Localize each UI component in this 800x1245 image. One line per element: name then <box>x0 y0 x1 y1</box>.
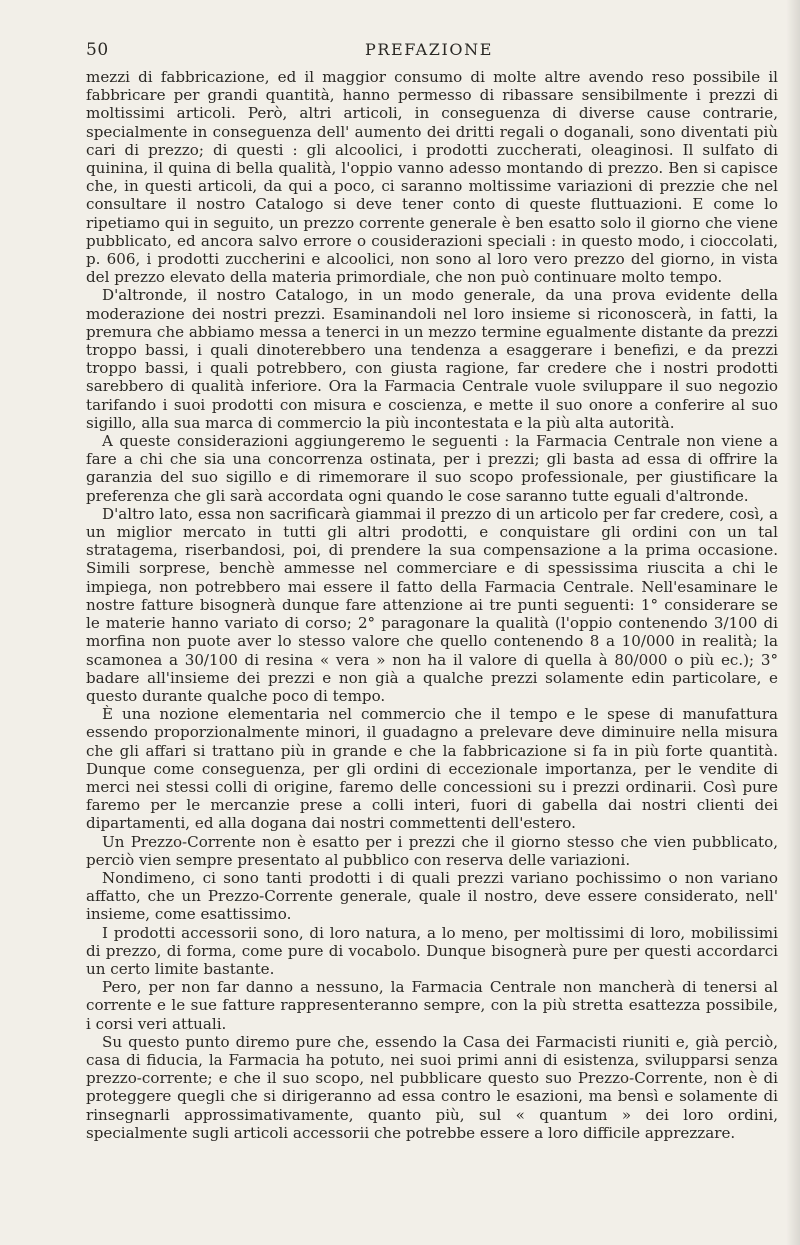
paragraph-6: Un Prezzo-Corrente non è esatto per i prezzi che il giorno stesso che vien pubblicato, perciò vien sempre presentato al pubblico con reserva delle variazioni. <box>86 832 778 869</box>
paragraph-10: Su questo punto diremo pure che, essendo la Casa dei Farmacisti riuniti e, già perciò, casa di fiducia, la Farmacia ha potuto, nei suoi primi anni di esistenza, svilupparsi senza prezzo-corrente; e che il suo scopo, nel pubblicare questo suo Prezzo-Corrente, non è di proteggere quegli che si dirigeranno ad essa contro le esazioni, ma bensì e solamente di rinsegnarli approssimativamente, quanto più, sul « quantum » dei loro ordini, specialmente sugli articoli accessorii che potrebbe essere a loro difficile apprezzare. <box>86 1032 778 1142</box>
page-header <box>86 40 772 62</box>
paragraph-1: mezzi di fabbricazione, ed il maggior consumo di molte altre avendo reso possibile il fabbricare per grandi quantità, hanno permesso di ribassare sensibilmente i prezzi di moltissimi articoli. Però, altri articoli, in conseguenza di diverse cause contrarie, specialmente in conseguenza dell' aumento dei dritti regali o doganali, sono diventati più cari di prezzo; di questi : gli alcoolici, i prodotti zuccherati, oleaginosi. Il sulfato di quinina, il quina di bella qualità, l'oppio vanno adesso montando di prezzo. Ben si capisce che, in questi articoli, da qui a poco, ci saranno moltissime variazioni di prezzie che nel consultare il nostro Catalogo si deve tener conto di queste fluttuazioni. E come lo ripetiamo qui in seguito, un prezzo corrente generale è ben esatto solo il giorno che viene pubblicato, ed ancora salvo errore o cousiderazioni speciali : in questo modo, i cioccolati, p. 606, i prodotti zuccherini e alcoolici, non sono al loro vero prezzo del giorno, in vista del prezzo elevato della materia primordiale, che non può continuare molto tempo. <box>86 68 778 287</box>
paragraph-8: I prodotti accessorii sono, di loro natura, a lo meno, per moltissimi di loro, mobilissimi di prezzo, di forma, come pure di vocabolo. Dunque bisognerà pure per questi accordarci un certo limite bastante. <box>86 923 778 978</box>
paragraph-5: È una nozione elementaria nel commercio che il tempo e le spese di manufattura essendo proporzionalmente minori, il guadagno a prelevare deve diminuire nella misura che gli affari si trattano più in grande e che la fabbricazione si fa in più forte quantità. Dunque come conseguenza, per gli ordini di eccezionale importanza, per le vendite di merci nei stessi colli di origine, faremo delle concessioni su i prezzi ordinarii. Così pure faremo per le mercanzie prese a colli interi, fuori di gabella dai nostri clienti dei dipartamenti, ed alla dogana dai nostri commettenti dell'estero. <box>86 705 778 833</box>
paragraph-2: D'altronde, il nostro Catalogo, in un modo generale, da una prova evidente della moderazione dei nostri prezzi. Esaminandoli nel loro insieme si riconoscerà, in fatti, la premura che abbiamo messa a tenerci in un mezzo termine egualmente distante da prezzi troppo bassi, i quali dinoterebbero una tendenza a esaggerare i benefizi, e da prezzi troppo bassi, i quali potrebbero, con giusta ragione, far credere che i nostri prodotti sarebbero di qualità inferiore. Ora la Farmacia Centrale vuole sviluppare il suo negozio tarifando i suoi prodotti con misura e coscienza, e mette il suo onore a conferire al suo sigillo, alla sua marca di commercio la più incontestata e la più alta autorità. <box>86 286 778 432</box>
page-number: 50 <box>86 40 109 60</box>
page-edge-shadow <box>786 0 800 1245</box>
paragraph-7: Nondimeno, ci sono tanti prodotti i di quali prezzi variano pochissimo o non variano affatto, che un Prezzo-Corrente generale, quale il nostro, deve essere considerato, nell' insieme, come esattissimo. <box>86 868 778 924</box>
body-text <box>86 68 778 1142</box>
paragraph-9: Pero, per non far danno a nessuno, la Farmacia Centrale non mancherà di tenersi al corrente e le sue fatture rappresenteranno sempre, con la più stretta esattezza possibile, i corsi veri attuali. <box>86 978 778 1033</box>
running-title: PREFAZIONE <box>365 40 493 59</box>
paragraph-4: D'altro lato, essa non sacrificarà giammai il prezzo di un articolo per far credere, così, a un miglior mercato in tutti gli altri prodotti, e conquistare gli ordini con un tal stratagema, riserbandosi, poi, di prendere la sua compensazione a la prima occasione. Simili sorprese, benchè ammesse nel commerciare e di spessissima riuscita a chi le impiega, non potrebbero mai essere il fatto della Farmacia Centrale. Nell'esaminare le nostre fatture bisognerà dunque fare attenzione ai tre punti seguenti: 1° considerare se le materie hanno variato di corso; 2° paragonare la qualità (l'oppio contenendo 3/100 di morfina non puote aver lo stesso valore che quello contenendo 8 a 10/000 in realità; la scamonea a 30/100 di resina « vera » non ha il valore di quella à 80/000 o più ec.); 3° badare all'insieme dei prezzi e non già a qualche prezzi solamente edin particolare, e questo durante qualche poco di tempo. <box>86 504 778 705</box>
paragraph-3: A queste considerazioni aggiungeremo le seguenti : la Farmacia Centrale non viene a fare a chi che sia una concorrenza ostinata, per i prezzi; gli basta ad essa di offrire la garanzia del suo sigillo e di rimemorare il suo scopo professionale, per giustificare la preferenza che gli sarà accordata ogni quando le cose saranno tutte eguali d'altronde. <box>86 432 778 505</box>
